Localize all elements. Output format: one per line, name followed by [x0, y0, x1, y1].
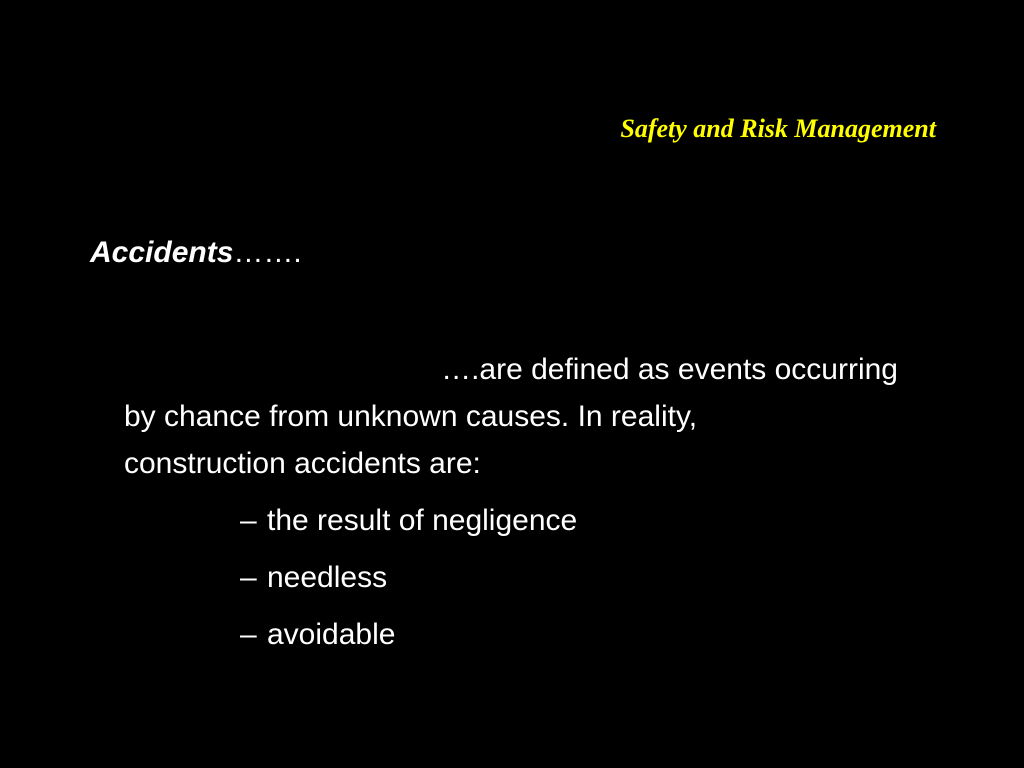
slide-heading	[90, 233, 302, 273]
dash-bullet: –	[240, 561, 257, 594]
body-line: by chance from unknown causes. In reality,	[124, 400, 698, 433]
sub-bullet-item	[240, 499, 577, 556]
sub-bullet-list	[240, 499, 577, 670]
sub-bullet-item	[240, 556, 577, 613]
body-line: construction accidents are:	[124, 447, 481, 480]
slide-header-title: Safety and Risk Management	[620, 114, 936, 143]
body-line: ….are defined as events occurring	[441, 353, 898, 386]
heading-word: Accidents	[90, 236, 234, 269]
sub-bullet-text: the result of negligence	[267, 504, 578, 537]
sub-bullet-item	[240, 613, 577, 670]
sub-bullet-text: avoidable	[267, 618, 396, 651]
sub-bullet-text: needless	[267, 561, 388, 594]
heading-ellipsis: …….	[233, 236, 302, 269]
body-paragraph	[124, 346, 914, 487]
dash-bullet: –	[240, 618, 257, 651]
dash-bullet: –	[240, 504, 257, 537]
